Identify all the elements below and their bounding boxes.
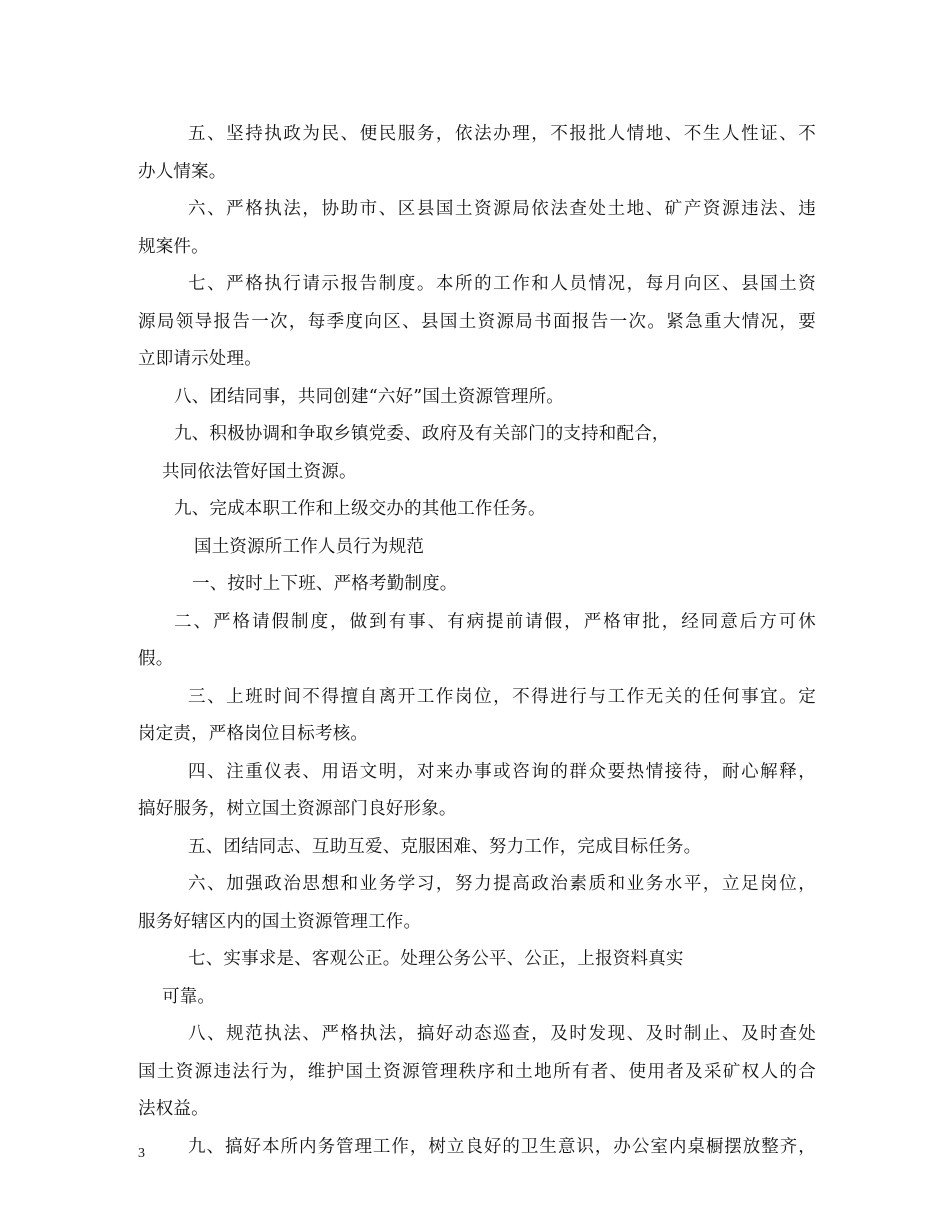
paragraph-line: 九、搞好本所内务管理工作，树立良好的卫生意识，办公室内桌橱摆放整齐， — [188, 1136, 816, 1157]
paragraph-line: 源局领导报告一次，每季度向区、县国土资源局书面报告一次。紧急重大情况，要 — [138, 311, 816, 332]
paragraph-line: 六、严格执法，协助市、区县国土资源局依法查处土地、矿产资源违法、违 — [188, 199, 816, 219]
paragraph-line: 法权益。 — [138, 1099, 209, 1119]
paragraph-line: 国土资源违法行为，维护国土资源管理秩序和土地所有者、使用者及采矿权人的合 — [138, 1061, 816, 1082]
paragraph-line: 五、坚持执政为民、便民服务，依法办理，不报批人情地、不生人性证、不 — [188, 124, 816, 144]
paragraph-line: 九、完成本职工作和上级交办的其他工作任务。 — [174, 499, 546, 519]
paragraph-line: 八、规范执法、严格执法，搞好动态巡查，及时发现、及时制止、及时查处 — [188, 1024, 816, 1044]
paragraph-line: 一、按时上下班、严格考勤制度。 — [192, 574, 458, 594]
paragraph-line: 二、严格请假制度，做到有事、有病提前请假，严格审批，经同意后方可休 — [174, 611, 816, 632]
paragraph-line: 可靠。 — [162, 986, 216, 1007]
paragraph-line: 九、积极协调和争取乡镇党委、政府及有关部门的支持和配合， — [174, 424, 670, 444]
paragraph-line: 服务好辖区内的国土资源管理工作。 — [138, 911, 422, 932]
paragraph-line: 搞好服务，树立国土资源部门良好形象。 — [138, 799, 457, 819]
paragraph-line: 六、加强政治思想和业务学习，努力提高政治素质和业务水平，立足岗位， — [188, 874, 816, 894]
paragraph-line: 四、注重仪表、用语文明，对来办事或咨询的群众要热情接待，耐心解释， — [188, 761, 816, 782]
paragraph-line: 规案件。 — [138, 236, 209, 257]
paragraph-line: 共同依法管好国土资源。 — [162, 461, 357, 482]
document-body — [138, 116, 816, 1166]
page-number: 3 — [138, 1146, 145, 1161]
paragraph-line: 三、上班时间不得擅自离开工作岗位，不得进行与工作无关的任何事宜。定 — [188, 686, 816, 707]
paragraph-line: 八、团结同事，共同创建“六好”国土资源管理所。 — [174, 386, 564, 407]
paragraph-line: 办人情案。 — [138, 161, 227, 182]
section-heading: 国土资源所工作人员行为规范 — [194, 536, 425, 557]
paragraph-line: 七、实事求是、客观公正。处理公务公平、公正，上报资料真实 — [188, 949, 684, 969]
paragraph-line: 立即请示处理。 — [138, 349, 262, 369]
paragraph-line: 七、严格执行请示报告制度。本所的工作和人员情况，每月向区、县国土资 — [188, 274, 816, 294]
paragraph-line: 假。 — [138, 649, 174, 669]
paragraph-line: 岗定责，严格岗位目标考核。 — [138, 724, 369, 744]
paragraph-line: 五、团结同志、互助互爱、克服困难、努力工作，完成目标任务。 — [188, 836, 702, 857]
